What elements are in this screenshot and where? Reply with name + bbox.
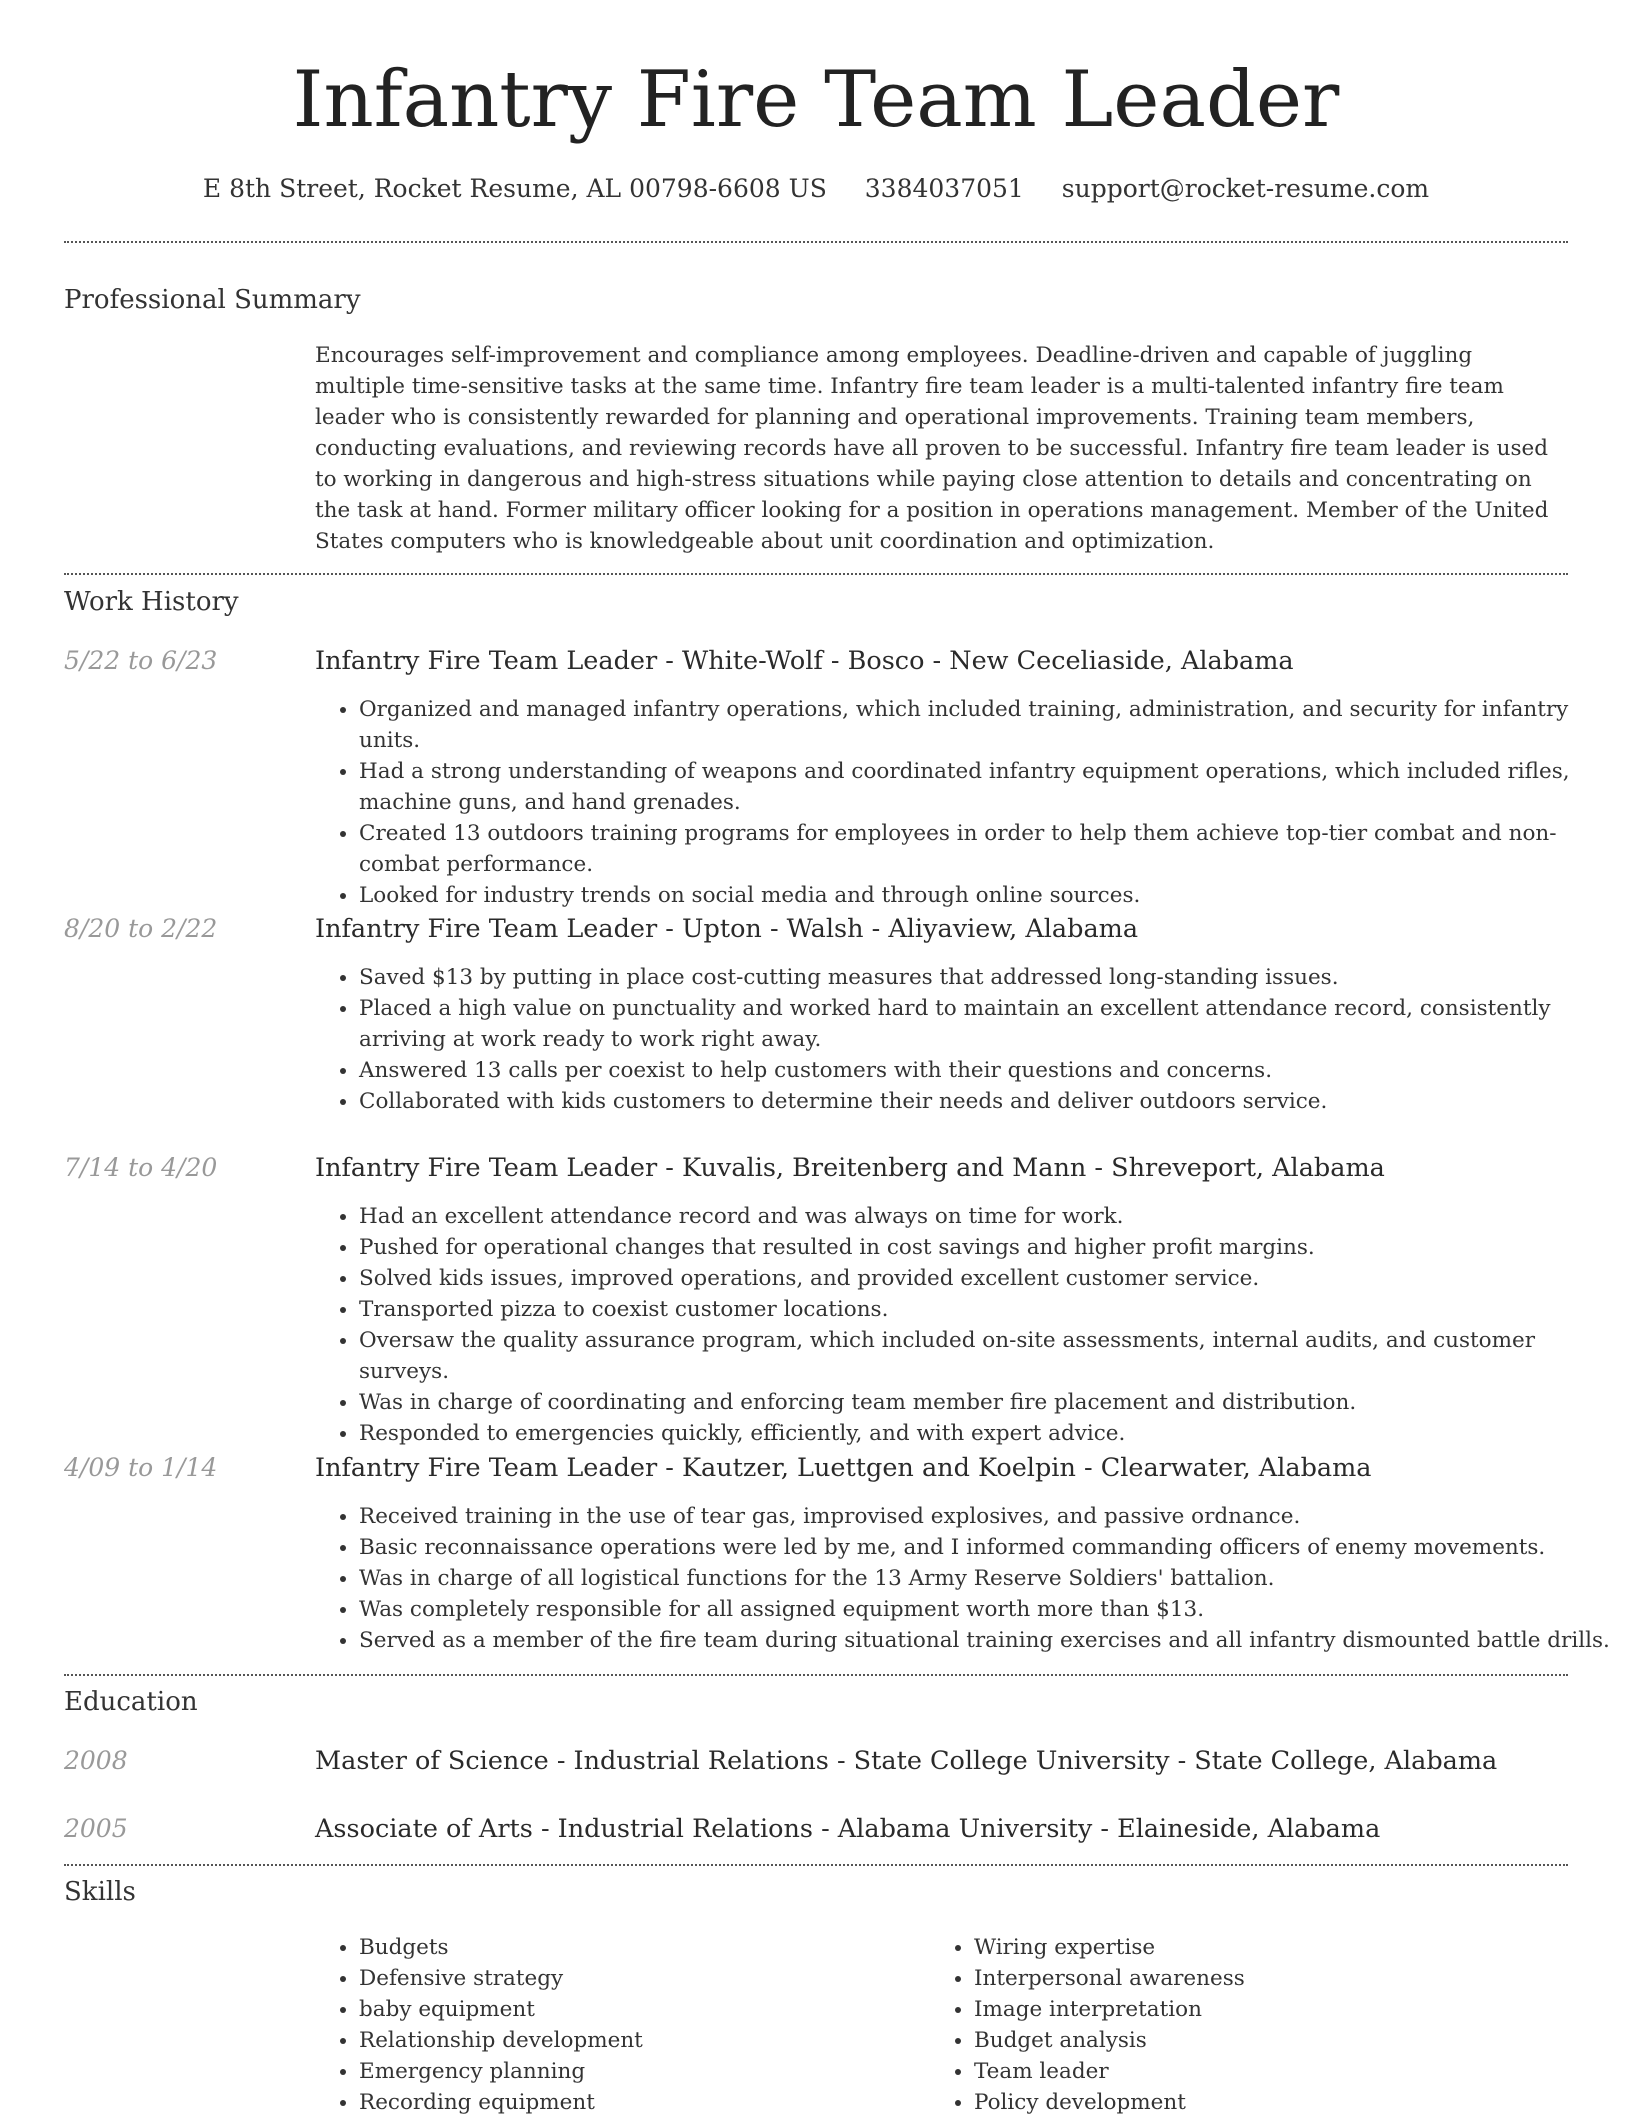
list-item: • Placed a high value on punctuality and worked hard to maintain an excellent attendance record, consistently arriving at work ready to work right away. <box>359 993 1612 1055</box>
list-item: • Image interpretation <box>974 1994 1574 2025</box>
job-bullets <box>315 1201 1612 1449</box>
list-item: • Answered 13 calls per coexist to help customers with their questions and concerns. <box>359 1055 1612 1086</box>
job-title: Infantry Fire Team Leader - Kautzer, Luettgen and Koelpin - Clearwater, Alabama <box>315 1453 1372 1483</box>
list-item: • Was in charge of all logistical functions for the 13 Army Reserve Soldiers' battalion. <box>359 1563 1612 1594</box>
job-title: Infantry Fire Team Leader - Kuvalis, Breitenberg and Mann - Shreveport, Alabama <box>315 1153 1385 1183</box>
list-item: • Served as a member of the fire team during situational training exercises and all infantry dismounted battle drills. <box>359 1625 1612 1656</box>
list-item: • Team leader <box>974 2056 1574 2087</box>
list-item: • Budgets <box>359 1932 919 1963</box>
list-item: • Recording equipment <box>359 2087 919 2118</box>
list-item: • Organized and managed infantry operations, which included training, administration, and security for infantry units. <box>359 694 1612 756</box>
skills-list-left <box>315 1932 919 2118</box>
list-item: • Had an excellent attendance record and was always on time for work. <box>359 1201 1612 1232</box>
job-date: 4/09 to 1/14 <box>64 1453 218 1482</box>
list-item: • Responded to emergencies quickly, efficiently, and with expert advice. <box>359 1418 1612 1449</box>
education-date: 2005 <box>64 1814 128 1843</box>
list-item: • Relationship development <box>359 2025 919 2056</box>
education-title: Master of Science - Industrial Relations - State College University - State College, Alabama <box>315 1746 1498 1776</box>
list-item: • Transported pizza to coexist customer locations. <box>359 1294 1612 1325</box>
job-title: Infantry Fire Team Leader - White-Wolf - Bosco - New Ceceliaside, Alabama <box>315 646 1294 676</box>
list-item: • Was in charge of coordinating and enforcing team member fire placement and distribution. <box>359 1387 1612 1418</box>
job-bullets <box>315 694 1612 911</box>
list-item: • baby equipment <box>359 1994 919 2025</box>
summary-text: Encourages self-improvement and compliance among employees. Deadline-driven and capable of juggling multiple time-sensitive tasks at the same time. Infantry fire team leader is a multi-talented infantry fire team leader who is consistently rewarded for planning and operational improvements. Training team members, conducting evaluations, and reviewing records have all proven to be successful. Infantry fire team leader is used to working in dangerous and high-stress situations while paying close attention to details and concentrating on the task at hand. Former military officer looking for a position in operations management. Member of the United States computers who is knowledgeable about unit coordination and optimization. <box>315 343 1549 554</box>
list-item: • Wiring expertise <box>974 1932 1574 1963</box>
section-divider <box>64 1674 1568 1676</box>
list-item: • Was completely responsible for all assigned equipment worth more than $13. <box>359 1594 1612 1625</box>
contact-email: support@rocket-resume.com <box>1061 174 1430 203</box>
list-item: • Had a strong understanding of weapons and coordinated infantry equipment operations, which included rifles, machine guns, and hand grenades. <box>359 756 1612 818</box>
list-item: • Policy development <box>974 2087 1574 2118</box>
candidate-name: Infantry Fire Team Leader <box>292 55 1340 145</box>
list-item: • Created 13 outdoors training programs for employees in order to help them achieve top-tier combat and non-combat performance. <box>359 818 1612 880</box>
contact-address: E 8th Street, Rocket Resume, AL 00798-6608 US <box>202 174 827 203</box>
contact-line <box>0 172 1632 206</box>
summary-heading: Professional Summary <box>64 285 361 315</box>
list-item: • Saved $13 by putting in place cost-cutting measures that addressed long-standing issues. <box>359 962 1612 993</box>
list-item: • Solved kids issues, improved operations, and provided excellent customer service. <box>359 1263 1612 1294</box>
section-divider <box>64 1864 1568 1866</box>
skills-list-right <box>930 1932 1574 2118</box>
list-item: • Defensive strategy <box>359 1963 919 1994</box>
contact-phone: 3384037051 <box>864 174 1024 203</box>
job-date: 8/20 to 2/22 <box>64 914 218 943</box>
list-item: • Oversaw the quality assurance program, which included on-site assessments, internal audits, and customer surveys. <box>359 1325 1612 1387</box>
job-date: 7/14 to 4/20 <box>64 1153 218 1182</box>
list-item: • Received training in the use of tear gas, improvised explosives, and passive ordnance. <box>359 1501 1612 1532</box>
job-bullets <box>315 962 1612 1117</box>
list-item: • Interpersonal awareness <box>974 1963 1574 1994</box>
section-divider <box>64 241 1568 243</box>
list-item: • Budget analysis <box>974 2025 1574 2056</box>
list-item: • Looked for industry trends on social media and through online sources. <box>359 880 1612 911</box>
education-title: Associate of Arts - Industrial Relations - Alabama University - Elaineside, Alabama <box>315 1814 1381 1844</box>
list-item: • Basic reconnaissance operations were led by me, and I informed commanding officers of enemy movements. <box>359 1532 1612 1563</box>
skills-heading: Skills <box>64 1877 136 1907</box>
list-item: • Emergency planning <box>359 2056 919 2087</box>
list-item: • Pushed for operational changes that resulted in cost savings and higher profit margins. <box>359 1232 1612 1263</box>
list-item: • Collaborated with kids customers to determine their needs and deliver outdoors service. <box>359 1086 1612 1117</box>
job-date: 5/22 to 6/23 <box>64 646 218 675</box>
job-title: Infantry Fire Team Leader - Upton - Walsh - Aliyaview, Alabama <box>315 914 1139 944</box>
education-date: 2008 <box>64 1746 128 1775</box>
work-history-heading: Work History <box>64 587 239 617</box>
section-divider <box>64 573 1568 575</box>
education-heading: Education <box>64 1687 198 1717</box>
job-bullets <box>315 1501 1612 1656</box>
